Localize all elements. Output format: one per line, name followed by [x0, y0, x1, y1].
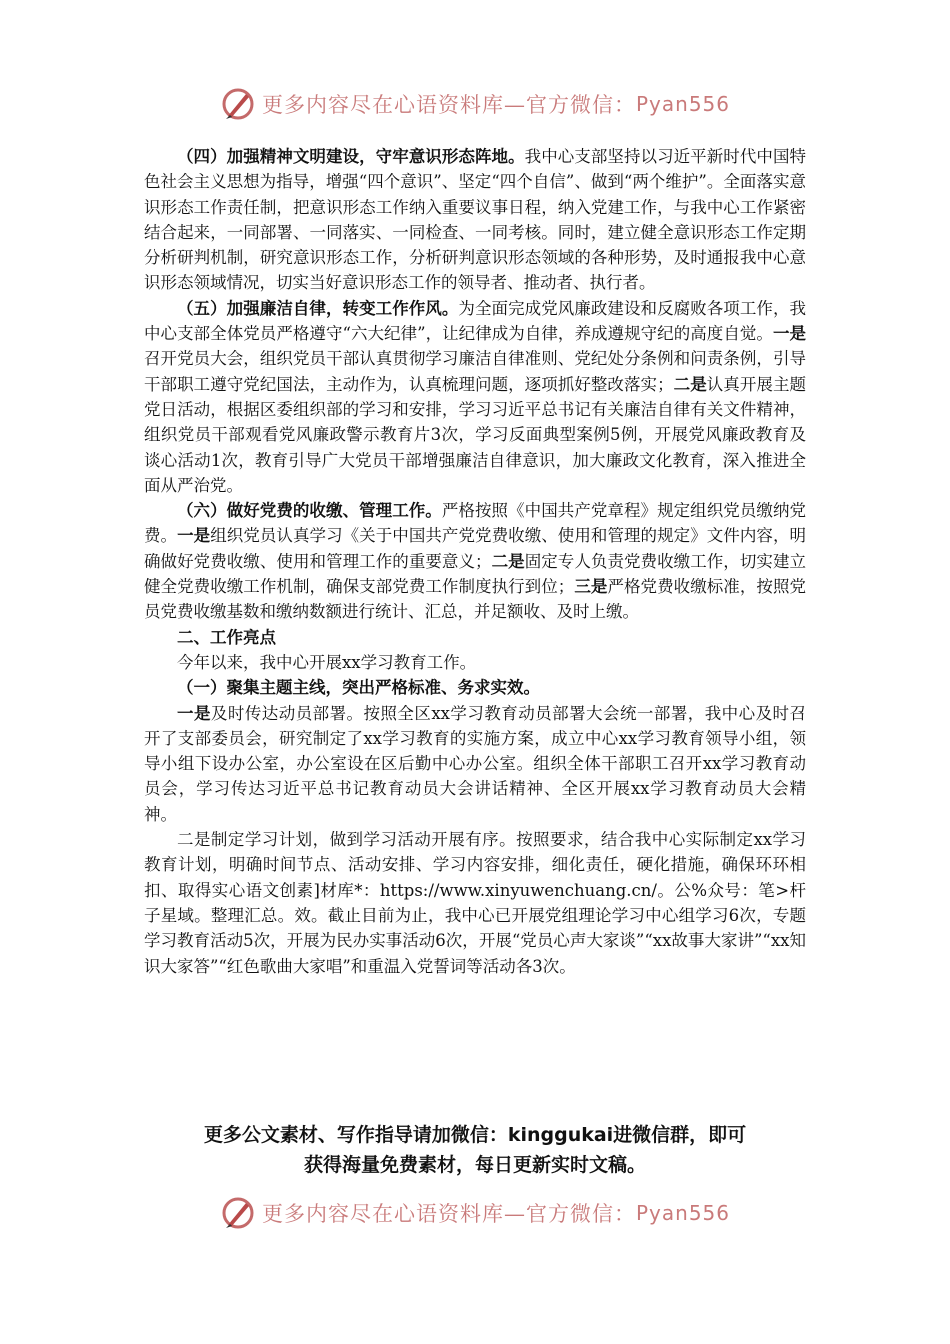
- section-heading: [144, 625, 806, 650]
- paragraph-text: 认真开展主题党日活动，根据区委组织部的学习和安排，学习习近平总书记有关廉洁自律有关文件精神，组织党员干部观看党风廉政警示教育片3次，学习反面典型案例5例，开展党风廉政教育及谈心活动1次，教育引导广大党员干部增强廉洁自律意识，加大廉政文化教育，深入推进全面从严治党。: [144, 374, 807, 495]
- paragraph-six: [144, 498, 806, 624]
- point-keyword: 一是: [177, 526, 211, 546]
- section-lead: （四）加强精神文明建设，守牢意识形态阵地。: [177, 147, 525, 166]
- point-two-paragraph: [144, 827, 806, 979]
- section-lead: （六）做好党费的收缴、管理工作。: [177, 501, 442, 521]
- banner-wechat: Pyan556: [635, 92, 730, 116]
- banner-text: 更多内容尽在心语资料库—官方微信：: [261, 1202, 636, 1226]
- paragraph-text: 今年以来，我中心开展xx学习教育工作。: [177, 652, 477, 672]
- footer-promo: [120, 1120, 830, 1180]
- paragraph-text: 组织党员认真学习《关于中国共产党党费收缴、使用和管理的规定》文件内容，明确做好党费收缴、使用和管理工作的重要意义；: [144, 526, 807, 571]
- pen-logo-icon: [220, 1195, 256, 1231]
- paragraph-text: 严格按照《中国共产党章程》规定组织党员缴纳党费。: [144, 501, 807, 546]
- point-keyword: 一是: [177, 703, 211, 723]
- paragraph-text: 固定专人负责党费收缴工作，切实建立健全党费收缴工作机制，确保支部党费工作制度执行到位；: [144, 551, 807, 597]
- intro-paragraph: [144, 650, 806, 675]
- paragraph-five: [144, 296, 806, 498]
- point-keyword: 二是: [491, 551, 525, 571]
- paragraph-text: 召开党员大会，组织党员干部认真贯彻学习廉洁自律准则、党纪处分条例和问责条例，引导干部职工遵守党纪国法，主动作为，认真梳理问题，逐项抓好整改落实；: [144, 349, 806, 394]
- footer-line-2: 获得海量免费素材，每日更新实时文稿。: [303, 1154, 646, 1176]
- point-keyword: 一是: [772, 324, 807, 344]
- paragraph-text: 二是制定学习计划，做到学习活动开展有序。按照要求，结合我中心实际制定xx学习教育计划，明确时间节点、活动安排、学习内容安排，细化责任，硬化措施，确保环环相扣、取得实心语文创素]材库*：https://www.xinyuwenchuang.cn/。公%众号：笔>杆子星域。整理汇总。效。截止目前为止，我中心已开展党组理论学习中心组学习6次，专题学习教育活动5次，开展为民办实事活动6次，开展“党员心声大家谈”“xx故事大家讲”“xx知识大家答”“红色歌曲大家唱”和重温入党誓词等活动各3次。: [144, 830, 806, 976]
- section-lead: （五）加强廉洁自律，转变工作作风。: [177, 298, 459, 318]
- banner-text: 更多内容尽在心语资料库—官方微信：: [261, 93, 636, 117]
- point-keyword: 三是: [574, 577, 608, 597]
- point-keyword: 二是: [673, 374, 707, 394]
- paragraph-text: 严格党费收缴标准，按照党员党费收缴基数和缴纳数额进行统计、汇总，并足额收、及时上缴。: [144, 577, 807, 622]
- heading-text: 二、工作亮点: [177, 627, 276, 647]
- document-body: [144, 144, 806, 979]
- paragraph-text: 及时传达动员部署。按照全区xx学习教育动员部署大会统一部署，我中心及时召开了支部委员会，研究制定了xx学习教育的实施方案，成立中心xx学习教育领导小组，领导小组下设办公室，办公室设在区后勤中心办公室。组织全体干部职工召开xx学习教育动员会，学习传达习近平总书记教育动员大会讲话精神、全区开展xx学习教育动员大会精神。: [144, 703, 806, 824]
- paragraph-text: 我中心支部坚持以习近平新时代中国特色社会主义思想为指导，增强“四个意识”、坚定“四个自信”、做到“两个维护”。全面落实意识形态工作责任制，把意识形态工作纳入重要议事日程，纳入党建工作，与我中心工作紧密结合起来，一同部署、一同落实、一同检查、一同考核。同时，建立健全意识形态工作定期分析研判机制，研究意识形态工作，分析研判意识形态领域的各种形势，及时通报我中心意识形态领域情况，切实当好意识形态工作的领导者、推动者、执行者。: [144, 147, 807, 293]
- subsection-heading: [144, 675, 806, 700]
- pen-logo-icon: [220, 86, 256, 122]
- paragraph-four: [144, 144, 806, 296]
- point-one-paragraph: [144, 701, 806, 827]
- header-watermark: [0, 84, 950, 124]
- footer-line-1: 更多公文素材、写作指导请加微信：kinggukai进微信群，即可: [203, 1124, 747, 1146]
- paragraph-text: 为全面完成党风廉政建设和反腐败各项工作，我中心支部全体党员严格遵守“六大纪律”，让纪律成为自律，养成遵规守纪的高度自觉。: [144, 298, 807, 344]
- footer-watermark: [0, 1193, 950, 1233]
- banner-wechat: Pyan556: [635, 1201, 730, 1225]
- heading-text: （一）聚集主题主线，突出严格标准、务求实效。: [177, 678, 540, 698]
